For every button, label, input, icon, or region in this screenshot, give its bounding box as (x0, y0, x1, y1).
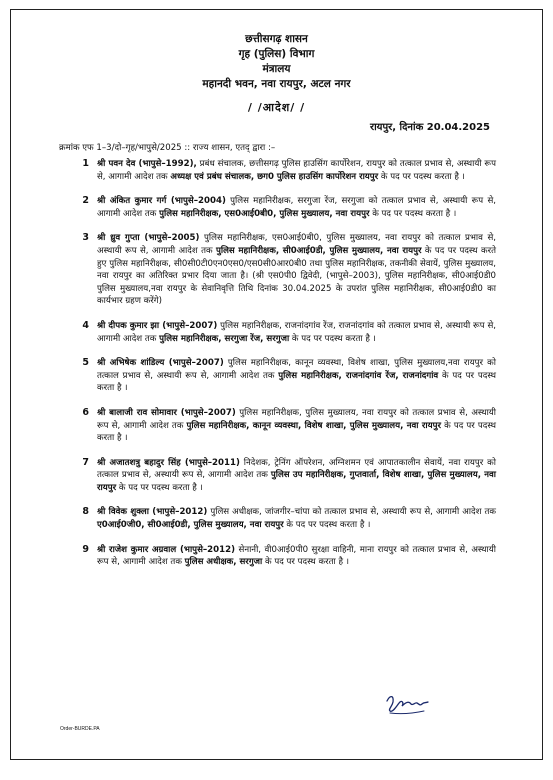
item-text: पुलिस महानिरीक्षक, एस0आई0बी0, पुलिस मुख्यालय, नवा रायपुर को तत्काल प्रभाव से, अस्थायी रूप से, आगामी आदेश तक (97, 233, 496, 256)
item-text: पुलिस महानिरीक्षक, सरगुजा रेंज, सरगुजा को तत्काल प्रभाव से, अस्थायी रूप से, आगामी आदेश तक (97, 196, 496, 219)
order-item (71, 158, 496, 183)
item-number: 6 (82, 406, 89, 418)
item-tail: के पद पर पदस्थ करता है । (283, 520, 371, 531)
officer-name: श्री अभिषेक शांडिल्य (भापुसे–2007) (97, 358, 224, 369)
order-item (71, 357, 496, 395)
order-item (71, 195, 496, 220)
item-number: 3 (82, 232, 89, 244)
officer-name: श्री पवन देव (भापुसे–1992), (97, 159, 197, 169)
order-items-list (71, 158, 496, 569)
posting-title: पुलिस महानिरीक्षक, कानून व्यवस्था, विशेष शाखा, पुलिस मुख्यालय, नवा रायपुर (186, 420, 442, 431)
item-tail: के पद पर पदस्थ करता है । (97, 370, 496, 394)
order-item (71, 320, 496, 345)
item-body (97, 232, 496, 308)
item-body (97, 506, 496, 531)
item-body (97, 457, 496, 495)
item-text: पुलिस अधीक्षक, जांजगीर–चांपा को तत्काल प्रभाव से, अस्थायी रूप से, आगामी आदेश तक (207, 507, 496, 518)
order-item (71, 457, 496, 495)
posting-title: ए0आई0जी0, सी0आई0डी, पुलिस मुख्यालय, नवा रायपुर (97, 520, 284, 531)
posting-title: पुलिस महानिरीक्षक, राजनांदगांव रेंज, राजनांदगांव (278, 370, 439, 381)
item-tail: के पद पर पदस्थ करता है । (262, 557, 350, 568)
item-body (97, 357, 496, 395)
item-number: 9 (82, 543, 89, 555)
order-item (71, 544, 496, 569)
item-body (97, 158, 496, 183)
item-tail: के पद पर पदस्थ करता है । (289, 333, 376, 344)
item-number: 8 (82, 506, 89, 518)
item-number: 1 (82, 158, 89, 169)
document-header (11, 10, 542, 92)
item-number: 7 (82, 456, 89, 468)
order-reference: क्रमांक एफ 1–3/दो–गृह/भापुसे/2025 :: राज्य शासन, एतद् द्वारा :– (59, 143, 276, 153)
item-text: निदेशक, ट्रेनिंग ऑपरेशन, अग्निशमन एवं आपातकालीन सेवायें, नवा रायपुर को तत्काल प्रभाव से, अस्थायी रूप से, आगामी आदेश तक (97, 457, 496, 481)
item-tail: के पद पर पदस्थ करते हुए पुलिस महानिरीक्षक, सी0सी0टी0एन0एस0/एस0सी0आर0बी0 तथा पुलिस महानिरीक्षक, तकनीकी सेवायें, पुलिस मुख्यालय, नवा रायपुर का अतिरिक्त प्रभार दिया जाता है। (श्री एस0पी0 द्विवेदी, (भापुसे–2003), पुलिस महानिरीक्षक, सी0आई0डी0 पुलिस मुख्यालय,नवा रायपुर के सेवानिवृत्ति तिथि दिनांक 30.04.2025 के उपरांत पुलिस महानिरीक्षक, सी0आई0डी0 का कार्यभार ग्रहण करेंगे) (97, 245, 496, 307)
item-tail: के पद पर पदस्थ करता है । (116, 482, 203, 493)
item-number: 5 (82, 357, 89, 369)
header-state: छत्तीसगढ़ शासन (245, 33, 308, 45)
posting-title: पुलिस महानिरीक्षक, एस0आई0बी0, पुलिस मुख्यालय, नवा रायपुर (159, 208, 370, 219)
header-department: गृह (पुलिस) विभाग (238, 48, 315, 60)
footer-reference: Order-BURDE.PA (60, 726, 100, 732)
signature-image (384, 693, 430, 721)
item-number: 4 (82, 319, 89, 331)
item-text: पुलिस महानिरीक्षक, पुलिस मुख्यालय, नवा रायपुर को तत्काल प्रभाव से, अस्थायी रूप से, आगामी आदेश तक (97, 407, 497, 431)
item-text: सेनानी, वी0आई0पी0 सुरक्षा वाहिनी, माना रायपुर को तत्काल प्रभाव से, अस्थायी रूप से, आगामी आदेश तक (97, 544, 496, 568)
order-date: रायपुर, दिनांक 20.04.2025 (370, 122, 490, 133)
header-address: महानदी भवन, नवा रायपुर, अटल नगर (202, 78, 351, 90)
item-body (97, 320, 496, 345)
posting-title: पुलिस महानिरीक्षक, सरगुजा रेंज, सरगुजा (159, 333, 290, 344)
item-tail: के पद पर पदस्थ करता है । (378, 171, 465, 182)
item-number: 2 (82, 195, 89, 207)
posting-title: पुलिस महानिरीक्षक, सी0आई0डी, पुलिस मुख्यालय, नवा रायपुर (216, 245, 422, 256)
officer-name: श्री अजातशत्रु बहादुर सिंह (भापुसे–2011) (97, 457, 240, 468)
order-document (10, 9, 543, 760)
item-text: पुलिस महानिरीक्षक, कानून व्यवस्था, विशेष शाखा, पुलिस मुख्यालय,नवा रायपुर को तत्काल प्रभाव से, अस्थायी रूप से, आगामी आदेश तक (97, 358, 496, 381)
item-body (97, 407, 496, 445)
item-tail: के पद पर पदस्थ करता है । (97, 420, 496, 444)
posting-title: अध्यक्ष एवं प्रबंध संचालक, छग0 पुलिस हाउसिंग कार्पोरेशन रायपुर (170, 171, 379, 182)
item-body (97, 195, 496, 220)
posting-title: पुलिस उप महानिरीक्षक, गुप्तवार्ता, विशेष शाखा, पुलिस मुख्यालय, नवा रायपुर (97, 470, 496, 493)
item-body (97, 544, 496, 569)
order-item (71, 232, 496, 308)
officer-name: श्री राजेश कुमार अग्रवाल (भापुसे–2012) (97, 544, 236, 555)
officer-name: श्री ध्रुव गुप्ता (भापुसे–2005) (97, 233, 200, 244)
item-text: पुलिस महानिरीक्षक, राजनांदगांव रेंज, राजनांदगांव को तत्काल प्रभाव से, अस्थायी रूप से, आगामी आदेश तक (97, 320, 496, 344)
item-tail: के पद पर पदस्थ करता है । (369, 208, 457, 219)
officer-name: श्री अंकित कुमार गर्ग (भापुसे–2004) (97, 196, 226, 207)
posting-title: पुलिस अधीक्षक, सरगुजा (184, 557, 263, 568)
officer-name: श्री बालाजी राव सोमावार (भापुसे–2007) (97, 407, 236, 418)
header-ministry: मंत्रालय (262, 63, 291, 75)
order-title: / /आदेश/ / (247, 101, 306, 114)
order-item (71, 407, 496, 445)
officer-name: श्री विवेक शुक्ला (भापुसे–2012) (97, 507, 208, 518)
item-text: प्रबंध संचालक, छत्तीसगढ़ पुलिस हाउसिंग कार्पोरेशन, रायपुर को तत्काल प्रभाव से, अस्थायी रूप से, आगामी आदेश तक (97, 159, 496, 182)
order-item (71, 506, 496, 531)
officer-name: श्री दीपक कुमार झा (भापुसे–2007) (97, 320, 218, 331)
